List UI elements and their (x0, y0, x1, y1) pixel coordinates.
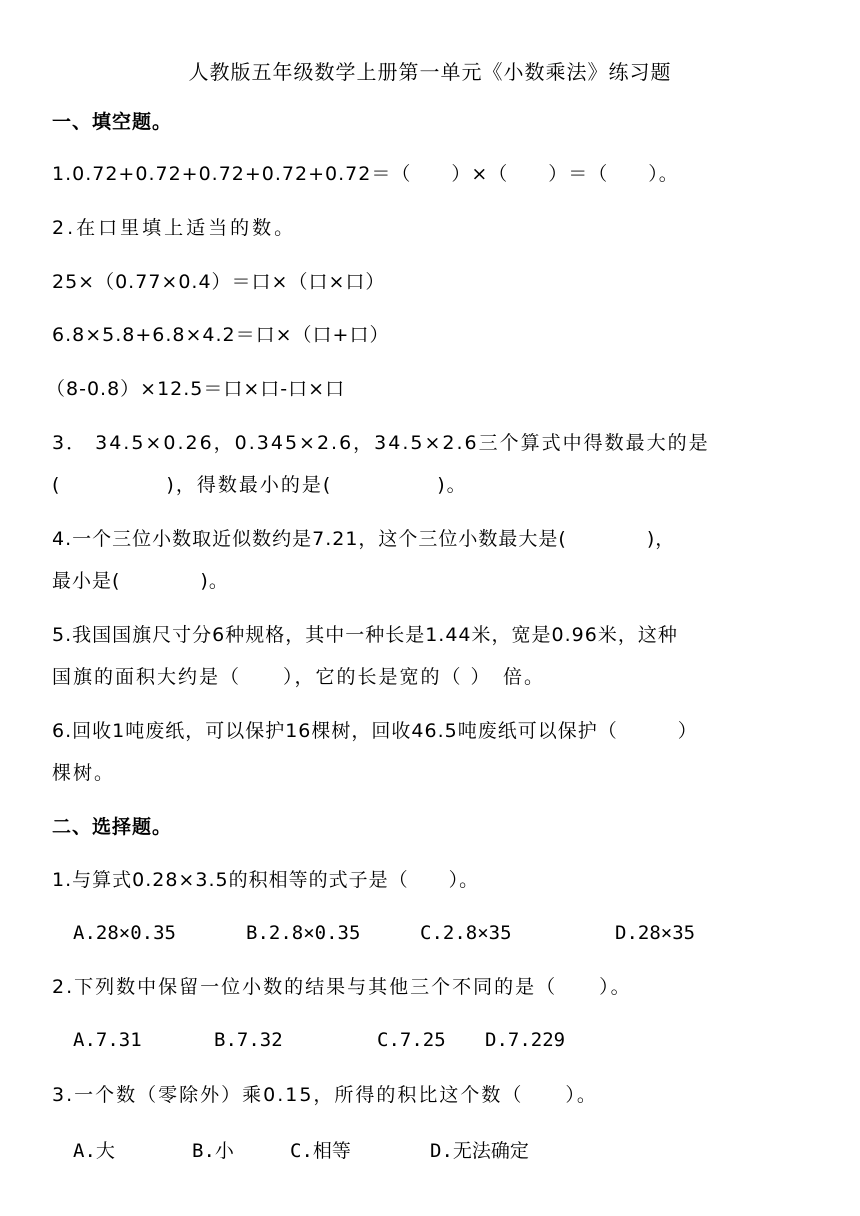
question-1-2: 2.在口里填上适当的数。 (52, 217, 297, 239)
option-d: D.28×35 (615, 922, 696, 944)
option-b: B.7.32 (214, 1029, 283, 1051)
question-1-6-line2: 棵树。 (52, 762, 116, 784)
option-c: C.2.8×35 (420, 922, 512, 944)
question-2-3-options (0, 1136, 860, 1160)
question-1-3-line2: ( )，得数最小的是( )。 (52, 474, 468, 496)
option-d: D.7.229 (485, 1029, 566, 1051)
question-2-2-options (0, 1029, 860, 1053)
question-1-3-line1: 3． 34.5×0.26，0.345×2.6，34.5×2.6三个算式中得数最大的是 (52, 432, 710, 454)
question-1-5-line1: 5.我国国旗尺寸分6种规格，其中一种长是1.44米，宽是0.96米，这种 (52, 624, 678, 646)
question-2-2: 2.下列数中保留一位小数的结果与其他三个不同的是（ ）。 (52, 976, 632, 998)
section-heading-fill-blank: 一、填空题。 (52, 111, 173, 133)
section-heading-choice: 二、选择题。 (52, 816, 173, 838)
option-d: D.无法确定 (430, 1140, 529, 1162)
question-1-2c: （8-0.8）×12.5＝口×口-口×口 (46, 378, 346, 400)
question-1-4-line2: 最小是( )。 (52, 570, 229, 592)
option-c: C.相等 (290, 1140, 351, 1162)
question-2-1: 1.与算式0.28×3.5的积相等的式子是（ ）。 (52, 869, 480, 891)
question-1-2a: 25×（0.77×0.4）＝口×（口×口） (52, 271, 386, 293)
page-title: 人教版五年级数学上册第一单元《小数乘法》练习题 (188, 60, 672, 84)
option-a: A.7.31 (73, 1029, 142, 1051)
question-1-5-line2: 国旗的面积大约是（ ），它的长是宽的（ ） 倍。 (52, 666, 546, 688)
option-a: A.大 (73, 1140, 115, 1162)
question-2-1-options (0, 922, 860, 946)
option-b: B.2.8×0.35 (246, 922, 361, 944)
question-2-3: 3.一个数（零除外）乘0.15，所得的积比这个数（ ）。 (52, 1084, 598, 1106)
option-a: A.28×0.35 (73, 922, 176, 944)
question-1-1: 1.0.72+0.72+0.72+0.72+0.72＝（ ）×（ ）＝（ ）。 (52, 163, 679, 185)
option-b: B.小 (192, 1140, 234, 1162)
question-1-4-line1: 4.一个三位小数取近似数约是7.21，这个三位小数最大是( )， (52, 528, 676, 550)
question-1-6-line1: 6.回收1吨废纸，可以保护16棵树，回收46.5吨废纸可以保护（ ） (52, 720, 698, 742)
option-c: C.7.25 (377, 1029, 446, 1051)
question-1-2b: 6.8×5.8+6.8×4.2＝口×（口+口） (52, 324, 390, 346)
